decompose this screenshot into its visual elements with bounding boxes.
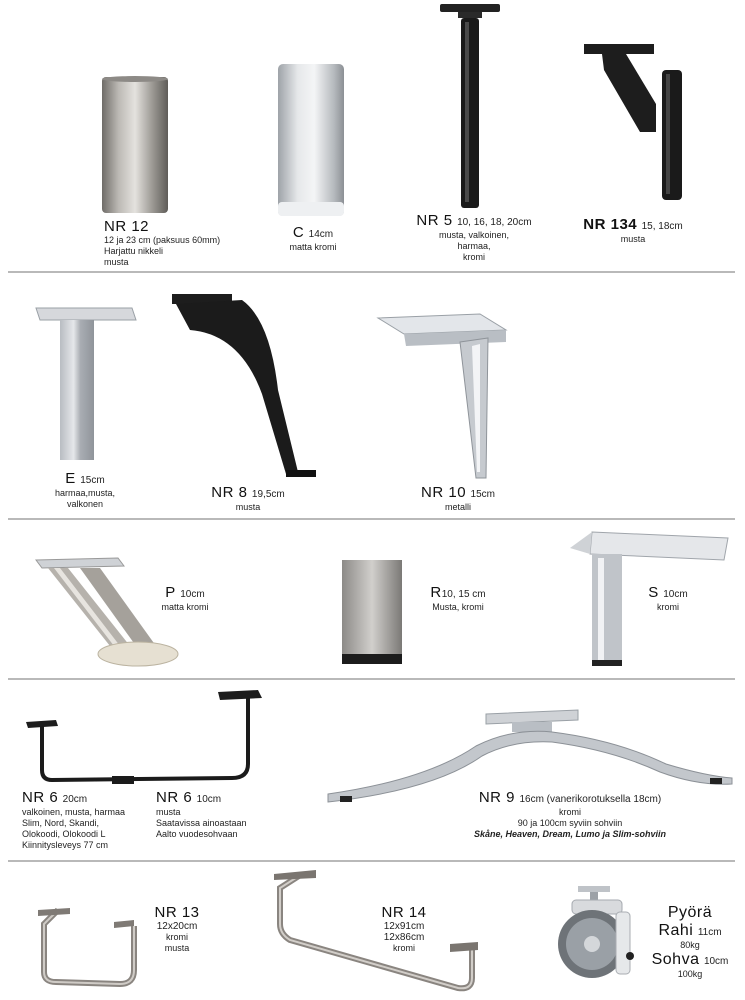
caster-wheel-image [550, 884, 640, 994]
nr134-leg-image [584, 42, 694, 204]
nr12-leg-image [100, 75, 172, 215]
divider-4 [8, 860, 735, 862]
r-leg-image [340, 558, 406, 668]
nr8-leg-image [170, 290, 320, 480]
nr6b-line2: Saatavissa ainoastaan [156, 818, 247, 828]
e-size: 15cm [80, 475, 105, 486]
nr9-size: 16cm (vanerikorotuksella 18cm) [519, 794, 662, 805]
nr6a-size: 20cm [62, 794, 88, 805]
nr6b-size: 10cm [196, 794, 222, 805]
nr8-size: 19,5cm [251, 489, 285, 500]
nr6a-name: NR 6 [22, 789, 59, 806]
s-finish: kromi [657, 602, 679, 612]
nr12-size: 12 ja 23 cm [104, 235, 151, 245]
nr6a-line2: Slim, Nord, Skandi, [22, 818, 100, 828]
nr6a-line1: valkoinen, musta, harmaa [22, 807, 126, 817]
r-finish: Musta, kromi [432, 602, 484, 612]
e-finish2: valkonen [66, 499, 104, 509]
nr9-finish: kromi [559, 807, 581, 817]
nr12-finish2: musta [104, 257, 129, 267]
p-finish: matta kromi [161, 602, 209, 612]
nr8-finish: musta [235, 502, 261, 512]
nr14-size2: 12x86cm [383, 932, 425, 943]
p-size: 10cm [180, 589, 205, 600]
nr12-size-note: (paksuus 60mm) [153, 235, 221, 245]
wheel-sohva-load: 100kg [677, 969, 703, 979]
nr5-finish2: harmaa, [457, 241, 491, 251]
divider-3 [8, 678, 735, 680]
wheel-sohva-name: Sohva [651, 951, 700, 968]
nr6a-line3: Olokoodi, Olokoodi L [22, 829, 106, 839]
r-name: R [430, 584, 442, 601]
nr134-size: 15, 18cm [641, 221, 683, 232]
nr13-finish2: musta [164, 943, 190, 953]
wheel-rahi-name: Rahi [658, 922, 694, 939]
nr13-name: NR 13 [154, 904, 200, 921]
nr9-models: Skåne, Heaven, Dream, Lumo ja Slim-sohviin [473, 829, 667, 839]
nr5-finish3: kromi [463, 252, 485, 262]
nr9-name: NR 9 [478, 789, 515, 806]
wheel-rahi-size: 11cm [697, 927, 722, 938]
nr5-name: NR 5 [416, 212, 453, 229]
nr5-finish1: musta, valkoinen, [438, 230, 510, 240]
nr5-leg-image [438, 2, 504, 214]
divider-2 [8, 518, 735, 520]
wheel-rahi-load: 80kg [680, 940, 700, 950]
nr13-finish1: kromi [166, 932, 188, 942]
p-name: P [165, 584, 176, 601]
nr10-finish: metalli [444, 502, 471, 512]
nr6a-line4: Kiinnitysleveys 77 cm [22, 840, 109, 850]
nr13-leg-image [30, 904, 140, 988]
e-leg-image [32, 306, 138, 464]
nr10-name: NR 10 [421, 484, 467, 501]
nr6b-line3: Aalto vuodesohvaan [156, 829, 238, 839]
nr6b-line1: musta [156, 807, 181, 817]
nr6-leg-image [22, 686, 266, 786]
nr10-size: 15cm [470, 489, 495, 500]
nr13-size: 12x20cm [156, 921, 198, 932]
nr14-finish: kromi [393, 943, 415, 953]
r-size: 10, 15 cm [441, 589, 486, 600]
nr10-leg-image [376, 312, 518, 482]
e-name: E [65, 470, 76, 487]
nr12-name: NR 12 [104, 218, 150, 235]
nr5-size: 10, 16, 18, 20cm [457, 217, 532, 228]
nr6b-name: NR 6 [156, 789, 193, 806]
c-name: C [292, 224, 305, 241]
divider-1 [8, 271, 735, 273]
nr8-name: NR 8 [211, 484, 248, 501]
c-finish: matta kromi [289, 242, 337, 252]
wheel-sohva-size: 10cm [703, 956, 729, 967]
nr14-size1: 12x91cm [383, 921, 425, 932]
p-leg-image [34, 556, 178, 670]
nr134-name: NR 134 [583, 216, 638, 233]
nr9-note: 90 ja 100cm syviin sohviin [517, 818, 623, 828]
wheel-title: Pyörä [667, 904, 713, 921]
s-name: S [648, 584, 659, 601]
nr12-finish1: Harjattu nikkeli [104, 246, 164, 256]
nr14-name: NR 14 [381, 904, 427, 921]
e-finish1: harmaa,musta, [54, 488, 116, 498]
c-leg-image [276, 62, 346, 220]
c-size: 14cm [308, 229, 334, 240]
nr134-finish: musta [620, 234, 646, 244]
s-size: 10cm [663, 589, 688, 600]
